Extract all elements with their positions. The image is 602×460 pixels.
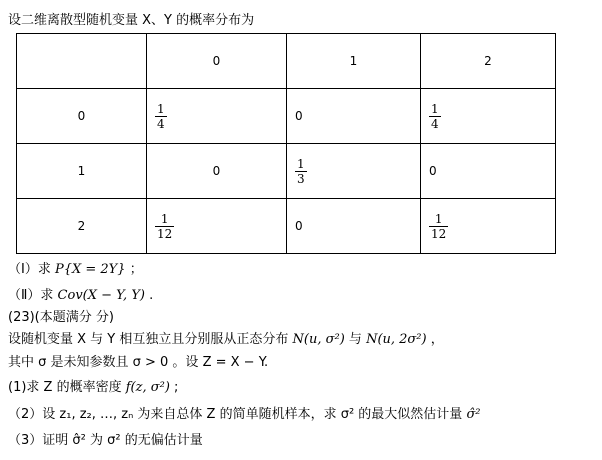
intro-text: 设二维离散型随机变量 X、Y 的概率分布为 [8,13,255,28]
table-header-row [17,34,556,89]
setup-text: 设随机变量 X 与 Y 相互独立且分别服从正态分布 [8,332,289,347]
column-header: 1 [287,34,421,89]
setup-dist-1: N(u, σ²) [292,332,345,347]
row-header: 0 [17,89,147,144]
probability-table [16,33,556,254]
question-1 [8,261,143,279]
table-row [17,199,556,254]
table-cell [421,199,556,254]
setup-line [8,331,444,349]
column-header: 0 [147,34,287,89]
part-1 [8,379,178,397]
table-cell [147,89,287,144]
table-cell [147,199,287,254]
question-2 [8,287,153,305]
problem-23-heading: (23)(本题满分 分) [8,310,114,325]
table-cell: 0 [147,144,287,199]
part-2-text: （2）设 z₁, z₂, …, zₙ 为来自总体 Z 的简单随机样本，求 σ² 的最大似然估计量 [8,407,463,422]
setup-dist-2: N(u, 2σ²) [366,332,427,347]
part-1-text: (1)求 Z 的概率密度 [8,380,122,395]
fraction: $\frac{1}{4}$ [157,101,165,131]
fraction: $\frac{1}{12}$ [157,211,173,241]
table-row [17,144,556,199]
table-cell [421,89,556,144]
part-2 [8,406,481,424]
question-1-prefix: （Ⅰ）求 [8,262,51,277]
table-cell: 0 [287,199,421,254]
column-header: 2 [421,34,556,89]
fraction: $\frac{1}{3}$ [297,156,305,186]
part-1-end: ; [174,380,179,395]
fraction: $\frac{1}{4}$ [431,101,439,131]
question-1-suffix: ； [129,262,143,277]
part-2-expr: σ̂² [466,407,481,422]
row-header: 1 [17,144,147,199]
part-3: （3）证明 σ̂² 为 σ² 的无偏估计量 [8,433,203,448]
table-cell: 0 [287,89,421,144]
setup-end: ， [430,332,444,347]
table-cell [287,144,421,199]
question-2-suffix: . [149,288,154,303]
question-2-prefix: （Ⅱ）求 [8,288,54,303]
table-corner-cell [17,34,147,89]
setup-mid: 与 [348,332,362,347]
fraction: $\frac{1}{12}$ [431,211,447,241]
condition-line: 其中 σ 是未知参数且 σ > 0 。设 Z = X − Y. [8,355,269,370]
question-1-expr: P{X = 2Y} [54,262,126,277]
part-1-expr: f(z, σ²) [125,380,170,395]
question-2-expr: Cov(X − Y, Y) [57,288,145,303]
table-cell: 0 [421,144,556,199]
table-row [17,89,556,144]
row-header: 2 [17,199,147,254]
